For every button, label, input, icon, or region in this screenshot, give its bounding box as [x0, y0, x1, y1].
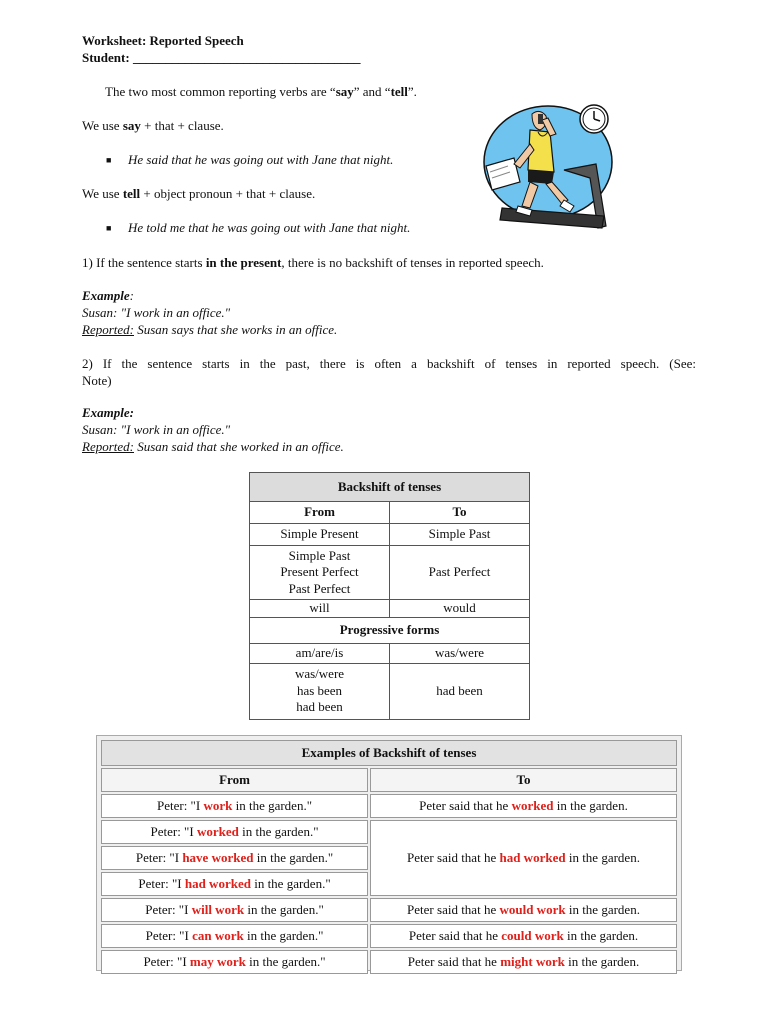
backshift-cell: would	[390, 600, 530, 618]
backshift-cell	[250, 546, 390, 600]
backshift-line: was/were	[294, 666, 345, 682]
backshift-line: Simple Past	[288, 547, 351, 563]
backshift-line: has been	[296, 682, 343, 698]
example-say: He said that he was going out with Jane that night.	[128, 152, 394, 167]
example-1-reported	[82, 322, 337, 338]
examples-table-title: Examples of Backshift of tenses	[101, 740, 677, 766]
intro-post: ”.	[407, 84, 417, 99]
backshift-cell: will	[250, 600, 390, 618]
example-to-cell: Peter said that he would work in the garden.	[370, 898, 677, 922]
intro-say: say	[335, 84, 354, 99]
backshift-line: had been	[296, 699, 343, 715]
point-1-pre: 1) If the sentence starts	[82, 255, 206, 270]
example-from-cell: Peter: "I had worked in the garden."	[101, 872, 368, 896]
example-2-reported-text: Susan said that she worked in an office.	[133, 439, 344, 454]
example-2-reported	[82, 439, 344, 455]
example-to-cell: Peter said that he might work in the garden.	[370, 950, 677, 974]
rule-say-verb: say	[122, 118, 141, 133]
examples-table	[99, 738, 679, 976]
bullet-icon: ■	[106, 155, 112, 165]
backshift-cell	[250, 663, 390, 719]
example-1-quote: Susan: "I work in an office."	[82, 305, 231, 320]
example-1-colon: :	[129, 288, 135, 303]
example-from-cell: Peter: "I have worked in the garden."	[101, 846, 368, 870]
backshift-col-to: To	[390, 502, 530, 524]
treadmill-illustration-icon	[478, 100, 618, 242]
point-1-bold: in the present	[205, 255, 282, 270]
example-2-reported-label: Reported:	[82, 439, 134, 454]
point-1	[82, 255, 544, 271]
examples-table-frame	[96, 735, 682, 971]
example-1-label-text: Example	[82, 288, 130, 303]
rule-say	[82, 118, 224, 134]
example-tell: He told me that he was going out with Jane that night.	[128, 220, 411, 235]
example-1-reported-text: Susan says that she works in an office.	[133, 322, 338, 337]
example-to-cell: Peter said that he could work in the garden.	[370, 924, 677, 948]
backshift-col-from: From	[250, 502, 390, 524]
example-to-cell: Peter said that he had worked in the garden.	[370, 820, 677, 896]
example-1-reported-label: Reported:	[82, 322, 134, 337]
examples-col-to: To	[370, 768, 677, 792]
example-from-cell: Peter: "I can work in the garden."	[101, 924, 368, 948]
example-from-cell: Peter: "I will work in the garden."	[101, 898, 368, 922]
point-2-line-2: Note)	[82, 373, 112, 388]
intro-text	[105, 84, 417, 100]
backshift-table	[249, 472, 530, 720]
example-from-cell: Peter: "I work in the garden."	[101, 794, 368, 818]
worksheet-title: Worksheet: Reported Speech	[82, 33, 244, 48]
backshift-cell: Simple Present	[250, 524, 390, 546]
backshift-line: Past Perfect	[288, 580, 351, 596]
rule-say-pre: We use	[82, 118, 123, 133]
rule-tell-post: + object pronoun + that + clause.	[140, 186, 316, 201]
backshift-table-title: Backshift of tenses	[250, 473, 530, 502]
progressive-forms-heading: Progressive forms	[250, 617, 530, 643]
backshift-cell: Past Perfect	[390, 546, 530, 600]
rule-tell-verb: tell	[122, 186, 141, 201]
example-2-quote: Susan: "I work in an office."	[82, 422, 231, 437]
example-2-label: Example:	[82, 405, 134, 420]
student-field	[82, 50, 360, 66]
backshift-cell: Simple Past	[390, 524, 530, 546]
example-to-cell: Peter said that he worked in the garden.	[370, 794, 677, 818]
intro-mid: ” and “	[353, 84, 391, 99]
examples-col-from: From	[101, 768, 368, 792]
student-line: ___________________________________	[132, 50, 361, 65]
backshift-cell: am/are/is	[250, 643, 390, 663]
bullet-icon: ■	[106, 223, 112, 233]
rule-tell-pre: We use	[82, 186, 123, 201]
point-2-line-1: 2) If the sentence starts in the past, there is often a backshift of tenses in reported speech. (See:	[82, 356, 696, 371]
example-from-cell: Peter: "I worked in the garden."	[101, 820, 368, 844]
rule-say-post: + that + clause.	[140, 118, 224, 133]
student-label: Student:	[82, 50, 133, 65]
example-1-label	[82, 288, 134, 304]
backshift-cell: had been	[390, 663, 530, 719]
intro-tell: tell	[390, 84, 408, 99]
point-1-post: , there is no backshift of tenses in reported speech.	[281, 255, 544, 270]
backshift-cell: was/were	[390, 643, 530, 663]
rule-tell	[82, 186, 315, 202]
example-from-cell: Peter: "I may work in the garden."	[101, 950, 368, 974]
intro-pre: The two most common reporting verbs are “	[105, 84, 336, 99]
backshift-line: Present Perfect	[280, 564, 359, 580]
